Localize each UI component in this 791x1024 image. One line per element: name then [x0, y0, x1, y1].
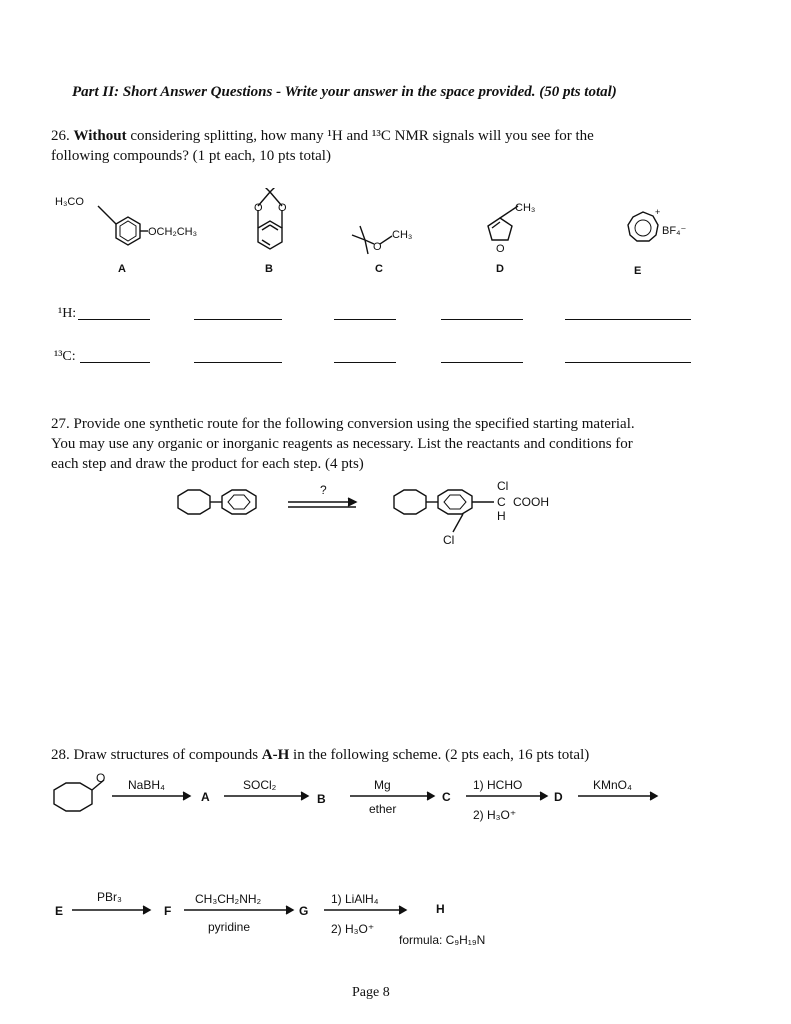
- q26-line2: following compounds? (1 pt each, 10 pts total): [51, 148, 331, 164]
- q28-number: 28.: [51, 747, 70, 763]
- compound-c-sub2: CH₃: [392, 229, 413, 241]
- answer-h-b[interactable]: [194, 319, 282, 320]
- compound-d-label: D: [496, 263, 504, 275]
- q28-text-post: in the following scheme. (2 pts each, 16 pts total): [289, 747, 590, 763]
- q28-text-bold: A-H: [261, 747, 290, 763]
- phenyl-ring-sm: [222, 490, 256, 514]
- answer-h-a[interactable]: [78, 319, 150, 320]
- answer-c-a[interactable]: [80, 362, 150, 363]
- product-a: A: [201, 790, 210, 804]
- reagent-h3o-2: 2) H₃O⁺: [331, 922, 375, 936]
- reagent-nabh4: NaBH₄: [128, 778, 165, 792]
- reagent-ethylamine: CH₃CH₂NH₂: [195, 892, 262, 906]
- q26-number: 26.: [51, 128, 70, 144]
- q27-scheme: [160, 474, 600, 554]
- q26-structures: [40, 188, 760, 288]
- reagent-hcho: 1) HCHO: [473, 778, 523, 792]
- compound-e-label: E: [634, 265, 642, 277]
- q28-text-pre: Draw structures of compounds: [73, 747, 262, 763]
- product-h: H: [497, 509, 506, 523]
- q26-bold-word: Without: [73, 128, 127, 144]
- cyclohexyl-ring-sm: [178, 490, 210, 514]
- c-nmr-label: ¹³C:: [54, 349, 76, 364]
- compound-b-sub2: O: [278, 202, 287, 214]
- answer-c-d[interactable]: [441, 362, 523, 363]
- q27-line3: each step and draw the product for each step. (4 pts): [51, 456, 364, 472]
- q28-text: [51, 745, 751, 765]
- compound-e-ring: [628, 212, 658, 241]
- q27-arrow-label: ?: [320, 483, 327, 497]
- answer-c-e[interactable]: [565, 362, 691, 363]
- phenyl-ring-product: [438, 490, 472, 514]
- compound-b-sub1: O: [254, 202, 263, 214]
- compound-b-label: B: [265, 263, 273, 275]
- reagent-pyridine: pyridine: [208, 920, 251, 934]
- product-c: C: [442, 790, 451, 804]
- compound-d-ring: [488, 218, 512, 240]
- compound-e-sub2: BF₄⁻: [662, 225, 687, 237]
- reagent-h3o-1: 2) H₃O⁺: [473, 808, 517, 822]
- reagent-socl2: SOCl₂: [243, 778, 277, 792]
- product-h: H: [436, 902, 445, 916]
- answer-c-c[interactable]: [334, 362, 396, 363]
- product-c-atom: C: [497, 495, 506, 509]
- start-e: E: [55, 904, 64, 918]
- compound-e-sub1: +: [655, 207, 661, 217]
- q28-scheme: [40, 770, 680, 950]
- reagent-kmno4: KMnO₄: [593, 778, 632, 792]
- answer-h-d[interactable]: [441, 319, 523, 320]
- compound-a-sub2: OCH₂CH₃: [148, 226, 198, 238]
- q26-line1: considering splitting, how many ¹H and ¹³C NMR signals will you see for the: [126, 128, 594, 144]
- q27-line1: Provide one synthetic route for the following conversion using the specified starting material.: [73, 416, 635, 432]
- product-cl-ring: Cl: [443, 533, 455, 547]
- cyclohexanone-ring: [54, 783, 92, 811]
- q27-line2: You may use any organic or inorganic reagents as necessary. List the reactants and conditions for: [51, 436, 633, 452]
- cyclohexyl-ring-product: [394, 490, 426, 514]
- formula-note: formula: C₉H₁₉N: [399, 933, 486, 947]
- page-number: Page 8: [352, 985, 390, 1000]
- reagent-ether: ether: [369, 802, 397, 816]
- compound-c-sub1: O: [373, 241, 382, 253]
- product-f: F: [164, 904, 172, 918]
- reagent-lialh4: 1) LiAlH₄: [331, 892, 379, 906]
- answer-h-c[interactable]: [334, 319, 396, 320]
- compound-d-sub2: O: [496, 243, 505, 255]
- product-d: D: [554, 790, 563, 804]
- product-cl-top: Cl: [497, 479, 509, 493]
- answer-h-e[interactable]: [565, 319, 691, 320]
- compound-a-bond-left: [98, 206, 116, 224]
- answer-c-b[interactable]: [194, 362, 282, 363]
- compound-a-sub1: H₃CO: [55, 196, 84, 208]
- reagent-pbr3: PBr₃: [97, 890, 122, 904]
- compound-a-inner: [120, 221, 136, 241]
- compound-d-sub1: CH₃: [515, 202, 536, 214]
- product-b: B: [317, 792, 326, 806]
- q27-text: [51, 414, 751, 474]
- part-heading: Part II: Short Answer Questions - Write your answer in the space provided. (50 pts total): [72, 84, 617, 100]
- cyclohexanone-oxygen: O: [96, 771, 106, 785]
- compound-a-label: A: [118, 263, 126, 275]
- q27-number: 27.: [51, 416, 70, 432]
- h-nmr-label: ¹H:: [58, 306, 77, 321]
- reagent-mg: Mg: [374, 778, 391, 792]
- q26-text: [51, 126, 751, 166]
- product-g: G: [299, 904, 309, 918]
- product-cooh: COOH: [513, 495, 549, 509]
- compound-c-label: C: [375, 263, 383, 275]
